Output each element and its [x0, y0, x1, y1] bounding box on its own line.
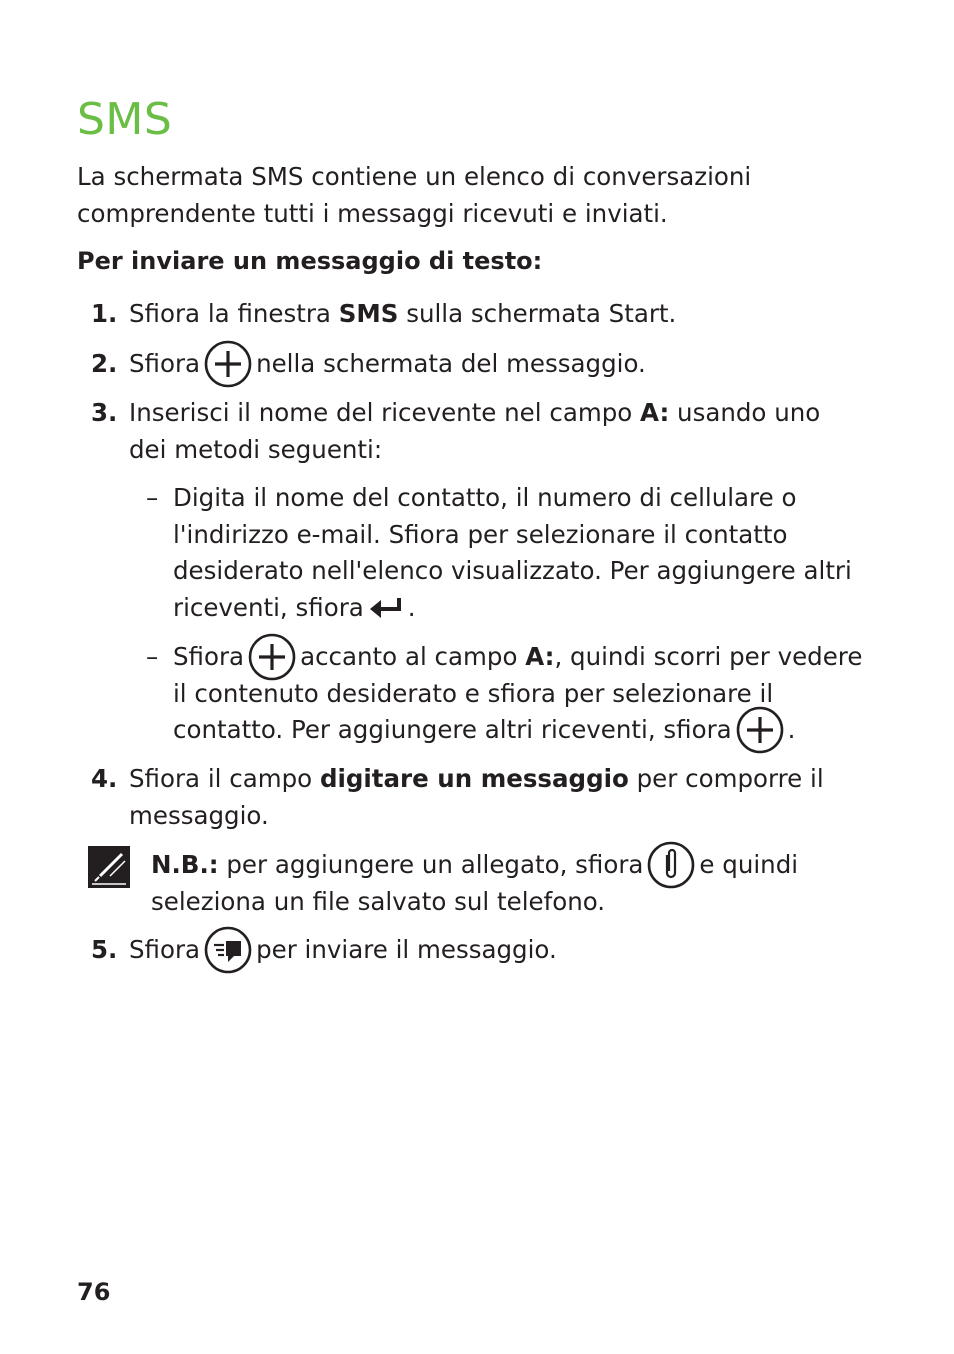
sub-item-text-part: . [787, 715, 796, 744]
step-text-part: Sfiora [129, 935, 201, 964]
step-keyword: SMS [338, 299, 399, 328]
step-number: 4. [91, 764, 118, 793]
paperclip-icon [647, 841, 695, 889]
step-text [129, 296, 859, 333]
sub-item-text-part: accanto al campo [300, 642, 526, 671]
step-text-part: Inserisci il nome del ricevente nel campo [129, 398, 641, 427]
note-label: N.B.: [151, 850, 219, 879]
sub-item-keyword: A: [525, 642, 555, 671]
step-text-part: Sfiora il campo [129, 764, 320, 793]
step-text-part: Sfiora la finestra [129, 299, 339, 328]
sub-item-text-part: Digita il nome del contatto, il numero di cellulare o l'indirizzo e-mail. Sfiora per selezionare il contatto desiderato nell'elenco visualizzato. Per aggiungere altri riceventi, sfiora [173, 483, 852, 622]
step-text [129, 395, 859, 468]
sub-item-text-part: . [407, 592, 416, 622]
step-keyword: A: [640, 398, 670, 427]
step-number: 3. [91, 398, 118, 427]
page-title: SMS [77, 94, 173, 145]
step-text-part: sulla schermata Start. [398, 299, 677, 328]
sub-item-text [173, 639, 863, 749]
step-number: 1. [91, 299, 118, 328]
step-text [129, 346, 859, 383]
send-message-icon [204, 926, 252, 974]
add-circle-icon [248, 633, 296, 681]
add-circle-icon [204, 340, 252, 388]
step-text-part: usando uno dei metodi seguenti: [129, 398, 821, 464]
step-keyword: digitare un messaggio [319, 764, 629, 793]
section-subheading: Per inviare un messaggio di testo: [77, 247, 543, 275]
note-text-part: per aggiungere un allegato, sfiora [218, 850, 644, 879]
step-text [129, 761, 859, 834]
step-text-part: nella schermata del messaggio. [256, 349, 646, 378]
add-circle-icon [736, 706, 784, 754]
note-text [151, 847, 851, 920]
note-pencil-icon [88, 846, 130, 888]
step-text-part: per inviare il messaggio. [256, 935, 557, 964]
step-text [129, 932, 859, 969]
page-number: 76 [77, 1278, 111, 1306]
step-number: 5. [91, 935, 118, 964]
step-text-part: Sfiora [129, 349, 201, 378]
step-number: 2. [91, 349, 118, 378]
enter-arrow-icon [368, 595, 406, 621]
sub-item-text-part: Sfiora [173, 642, 245, 671]
dash-bullet: – [146, 483, 159, 512]
sub-item-text [173, 480, 863, 626]
sub-item-text-part: , quindi scorri per vedere il contenuto desiderato e sfiora per selezionare il contatto. Per aggiungere altri riceventi, sfiora [173, 642, 863, 744]
note-text-part: e quindi seleziona un file salvato sul telefono. [151, 850, 799, 916]
step-text-part: per comporre il messaggio. [129, 764, 824, 830]
dash-bullet: – [146, 642, 159, 671]
intro-paragraph: La schermata SMS contiene un elenco di conversazioni comprendente tutti i messaggi ricevuti e inviati. [77, 162, 752, 228]
